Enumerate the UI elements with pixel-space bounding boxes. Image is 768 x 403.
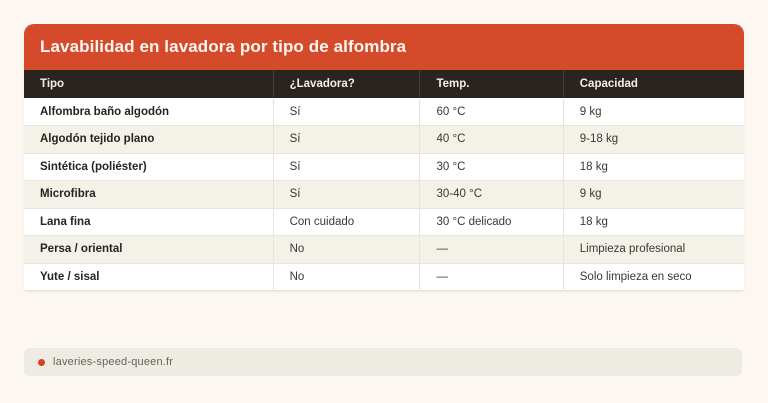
table-cell: No	[273, 236, 420, 264]
table-cell: 18 kg	[563, 153, 744, 181]
table-header	[24, 70, 744, 98]
card-title-bar	[24, 24, 744, 70]
washability-table	[24, 70, 744, 291]
table-row	[24, 263, 744, 291]
table-cell: 60 °C	[420, 98, 563, 126]
table-cell: Algodón tejido plano	[24, 126, 273, 154]
table-cell: Yute / sisal	[24, 263, 273, 291]
table-body	[24, 98, 744, 291]
table-row	[24, 126, 744, 154]
table-cell: Persa / oriental	[24, 236, 273, 264]
table-cell: —	[420, 263, 563, 291]
table-cell: 9 kg	[563, 98, 744, 126]
source-footer-bar	[24, 348, 742, 376]
table-row	[24, 181, 744, 209]
card-title: Lavabilidad en lavadora por tipo de alfombra	[40, 37, 407, 56]
table-cell: Alfombra baño algodón	[24, 98, 273, 126]
table-cell: 30-40 °C	[420, 181, 563, 209]
table-cell: 30 °C delicado	[420, 208, 563, 236]
table-row	[24, 236, 744, 264]
table-cell: 30 °C	[420, 153, 563, 181]
table-cell: —	[420, 236, 563, 264]
table-cell: Con cuidado	[273, 208, 420, 236]
table-cell: Solo limpieza en seco	[563, 263, 744, 291]
table-cell: 18 kg	[563, 208, 744, 236]
table-card	[24, 24, 744, 291]
table-row	[24, 208, 744, 236]
table-cell: Sí	[273, 126, 420, 154]
source-dot-icon	[38, 359, 45, 366]
table-cell: Sí	[273, 181, 420, 209]
table-cell: 40 °C	[420, 126, 563, 154]
table-row	[24, 153, 744, 181]
table-row	[24, 98, 744, 126]
table-cell: Limpieza profesional	[563, 236, 744, 264]
source-text: laveries-speed-queen.fr	[53, 356, 174, 368]
table-header-row	[24, 70, 744, 98]
column-header: Tipo	[24, 70, 273, 98]
table-cell: No	[273, 263, 420, 291]
table-cell: Sí	[273, 153, 420, 181]
table-cell: Sí	[273, 98, 420, 126]
column-header: Capacidad	[563, 70, 744, 98]
column-header: Temp.	[420, 70, 563, 98]
table-cell: 9-18 kg	[563, 126, 744, 154]
table-cell: Microfibra	[24, 181, 273, 209]
column-header: ¿Lavadora?	[273, 70, 420, 98]
table-cell: Lana fina	[24, 208, 273, 236]
table-cell: 9 kg	[563, 181, 744, 209]
table-cell: Sintética (poliéster)	[24, 153, 273, 181]
